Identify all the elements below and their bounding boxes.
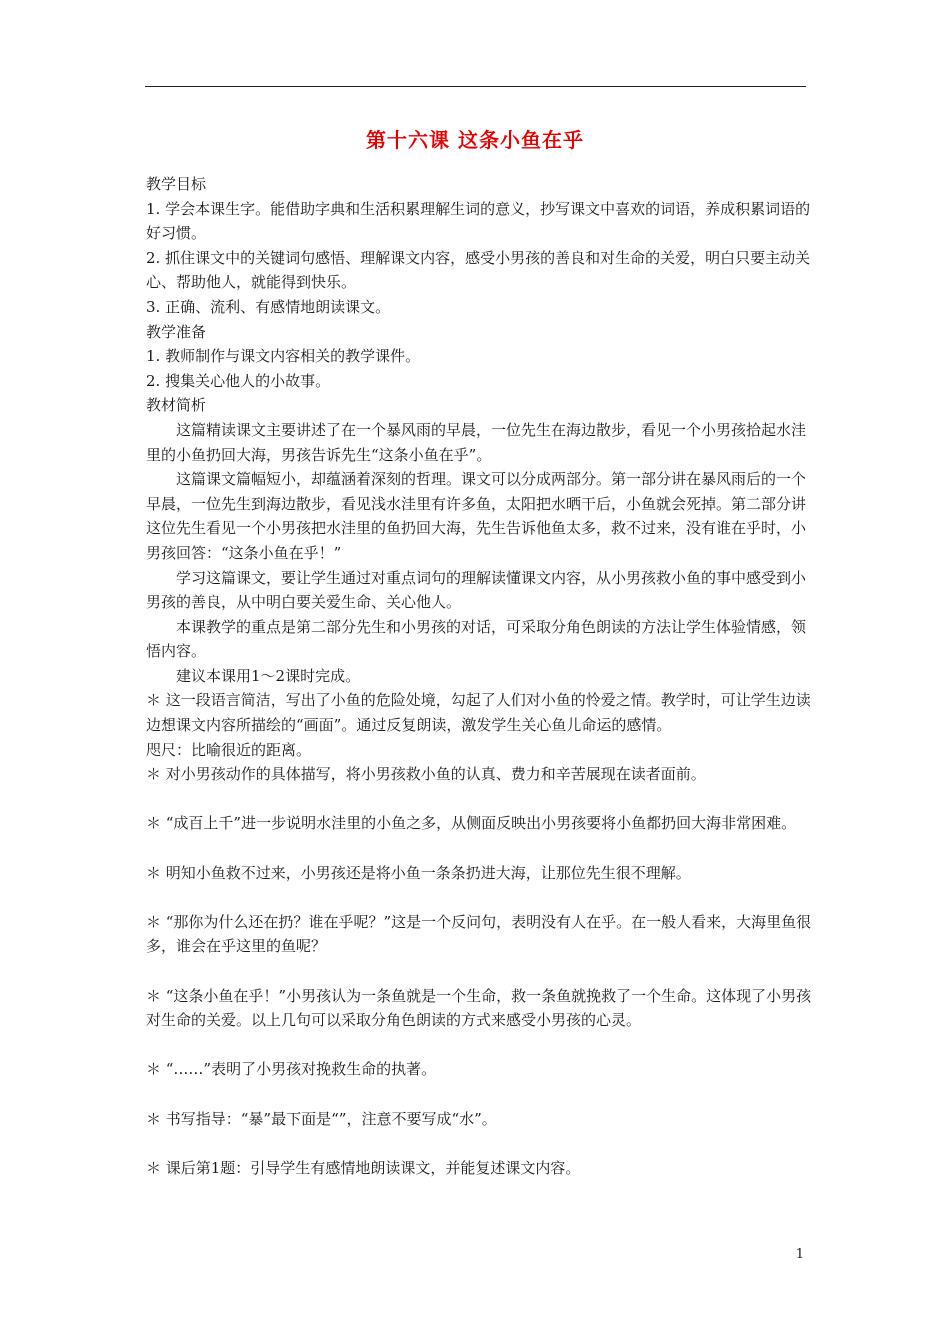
- note-item: ＊ 书写指导：“暴”最下面是“”，注意不要写成“水”。: [146, 1109, 497, 1128]
- section-heading-analysis: 教材简析: [146, 396, 207, 415]
- note-item: ＊ “成百上千”进一步说明水洼里的小鱼之多，从侧面反映出小男孩要将小鱼都扔回大海非常困难。: [146, 814, 797, 833]
- analysis-paragraph: 建议本课用1～2课时完成。: [176, 666, 361, 685]
- header-rule: [145, 86, 806, 87]
- analysis-paragraph: 这篇精读课文主要讲述了在一个暴风雨的早晨，一位先生在海边散步，看见一个小男孩拾起水洼里的小鱼扔回大海，男孩告诉先生“这条小鱼在乎”。: [146, 420, 807, 464]
- note-item: ＊ “……”表明了小男孩对挽救生命的执著。: [146, 1060, 437, 1079]
- lesson-title: 第十六课 这条小鱼在乎: [366, 128, 584, 152]
- section-heading-preparation: 教学准备: [146, 322, 207, 341]
- vocab-note: 咫尺：比喻很近的距离。: [146, 740, 312, 759]
- note-item: ＊ 课后第1题：引导学生有感情地朗读课文，并能复述课文内容。: [146, 1158, 581, 1177]
- note-item: ＊ “那你为什么还在扔？谁在乎呢？”这是一个反问句，表明没有人在乎。在一般人看来，大海里鱼很多，谁会在乎这里的鱼呢？: [146, 912, 812, 956]
- note-item: ＊ “这条小鱼在乎！”小男孩认为一条鱼就是一个生命，救一条鱼就挽救了一个生命。这体现了小男孩对生命的关爱。以上几句可以采取分角色朗读的方式来感受小男孩的心灵。: [146, 986, 812, 1030]
- prep-item-1: 1. 教师制作与课文内容相关的教学课件。: [146, 347, 421, 366]
- page-number: 1: [795, 1247, 804, 1262]
- goal-item-1: 1. 学会本课生字。能借助字典和生活积累理解生词的意义，抄写课文中喜欢的词语，养成积累词语的好习惯。: [146, 199, 811, 243]
- note-item: ＊ 对小男孩动作的具体描写，将小男孩救小鱼的认真、费力和辛苦展现在读者面前。: [146, 765, 706, 784]
- goal-item-3: 3. 正确、流利、有感情地朗读课文。: [146, 297, 391, 316]
- analysis-paragraph: 这篇课文篇幅短小，却蕴涵着深刻的哲理。课文可以分成两部分。第一部分讲在暴风雨后的一个早晨，一位先生到海边散步，看见浅水洼里有许多鱼，太阳把水晒干后，小鱼就会死掉。第二部分讲这位先生看见一个小男孩把水洼里的鱼扔回大海，先生告诉他鱼太多，救不过来，没有谁在乎时，小男孩回答：“这条小鱼在乎！”: [146, 470, 807, 562]
- section-heading-goals: 教学目标: [146, 175, 207, 193]
- goal-item-2: 2. 抓住课文中的关键词句感悟、理解课文内容，感受小男孩的善良和对生命的关爱，明白只要主动关心、帮助他人，就能得到快乐。: [146, 248, 811, 292]
- prep-item-2: 2. 搜集关心他人的小故事。: [146, 371, 331, 390]
- note-item: ＊ 明知小鱼救不过来，小男孩还是将小鱼一条条扔进大海，让那位先生很不理解。: [146, 863, 691, 882]
- analysis-paragraph: 本课教学的重点是第二部分先生和小男孩的对话，可采取分角色朗读的方法让学生体验情感，领悟内容。: [146, 617, 807, 661]
- document-body: [146, 172, 814, 1180]
- note-item: ＊ 这一段语言简洁，写出了小鱼的危险处境，勾起了人们对小鱼的怜爱之情。教学时，可让学生边读边想课文内容所描绘的“画面”。通过反复朗读，激发学生关心鱼儿命运的感情。: [146, 691, 811, 735]
- analysis-paragraph: 学习这篇课文，要让学生通过对重点词句的理解读懂课文内容，从小男孩救小鱼的事中感受到小男孩的善良，从中明白要关爱生命、关心他人。: [146, 568, 807, 612]
